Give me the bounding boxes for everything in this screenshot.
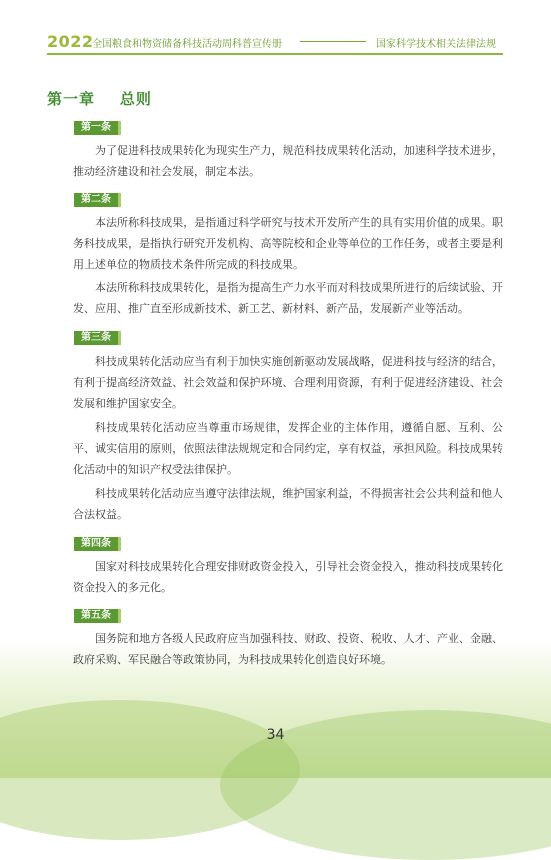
article-paragraph: 国务院和地方各级人民政府应当加强科技、财政、投资、税收、人才、产业、金融、政府采购、军民融合等政策协同，为科技成果转化创造良好环境。 xyxy=(73,632,503,666)
article-paragraph: 科技成果转化活动应当尊重市场规律，发挥企业的主体作用，遵循自愿、互利、公平、诚实信用的原则，依照法律法规规定和合同约定，享有权益，承担风险。科技成果转化活动中的知识产权受法律保护。 xyxy=(73,421,503,476)
article-label: 第一条 xyxy=(74,121,118,135)
article-paragraph: 本法所称科技成果转化，是指为提高生产力水平而对科技成果所进行的后续试验、开发、应用、推广直至形成新技术、新工艺、新材料、新产品，发展新产业等活动。 xyxy=(73,281,503,315)
article-label: 第四条 xyxy=(74,537,118,551)
article-paragraph: 科技成果转化活动应当有利于加快实施创新驱动发展战略，促进科技与经济的结合，有利于提高经济效益、社会效益和保护环境、合理利用资源，有利于促进经济建设、社会发展和维护国家安全。 xyxy=(73,355,503,410)
page-header xyxy=(0,0,551,56)
article-paragraph: 本法所称科技成果，是指通过科学研究与技术开发所产生的具有实用价值的成果。职务科技成果，是指执行研究开发机构、高等院校和企业等单位的工作任务，或者主要是利用上述单位的物质技术条件所完成的科技成果。 xyxy=(73,216,503,271)
article-paragraph: 国家对科技成果转化合理安排财政资金投入，引导社会资金投入，推动科技成果转化资金投入的多元化。 xyxy=(73,560,503,594)
article-paragraph: 为了促进科技成果转化为现实生产力，规范科技成果转化活动，加速科学技术进步，推动经济建设和社会发展，制定本法。 xyxy=(73,144,503,178)
header-year: 2022 xyxy=(47,32,94,51)
article-label: 第五条 xyxy=(74,609,118,623)
chapter-title: 第一章 总则 xyxy=(47,90,152,108)
header-left-title: 全国粮食和物资储备科技活动周科普宣传册 xyxy=(92,39,282,50)
page-number: 34 xyxy=(266,727,285,743)
article-label: 第二条 xyxy=(74,193,118,207)
header-divider-line xyxy=(300,41,366,42)
header-right-title: 国家科学技术相关法律法规 xyxy=(376,39,496,50)
article-paragraph: 科技成果转化活动应当遵守法律法规，维护国家利益，不得损害社会公共利益和他人合法权益。 xyxy=(73,487,503,521)
header-bottom-rule xyxy=(47,53,503,55)
article-label: 第三条 xyxy=(74,331,118,345)
